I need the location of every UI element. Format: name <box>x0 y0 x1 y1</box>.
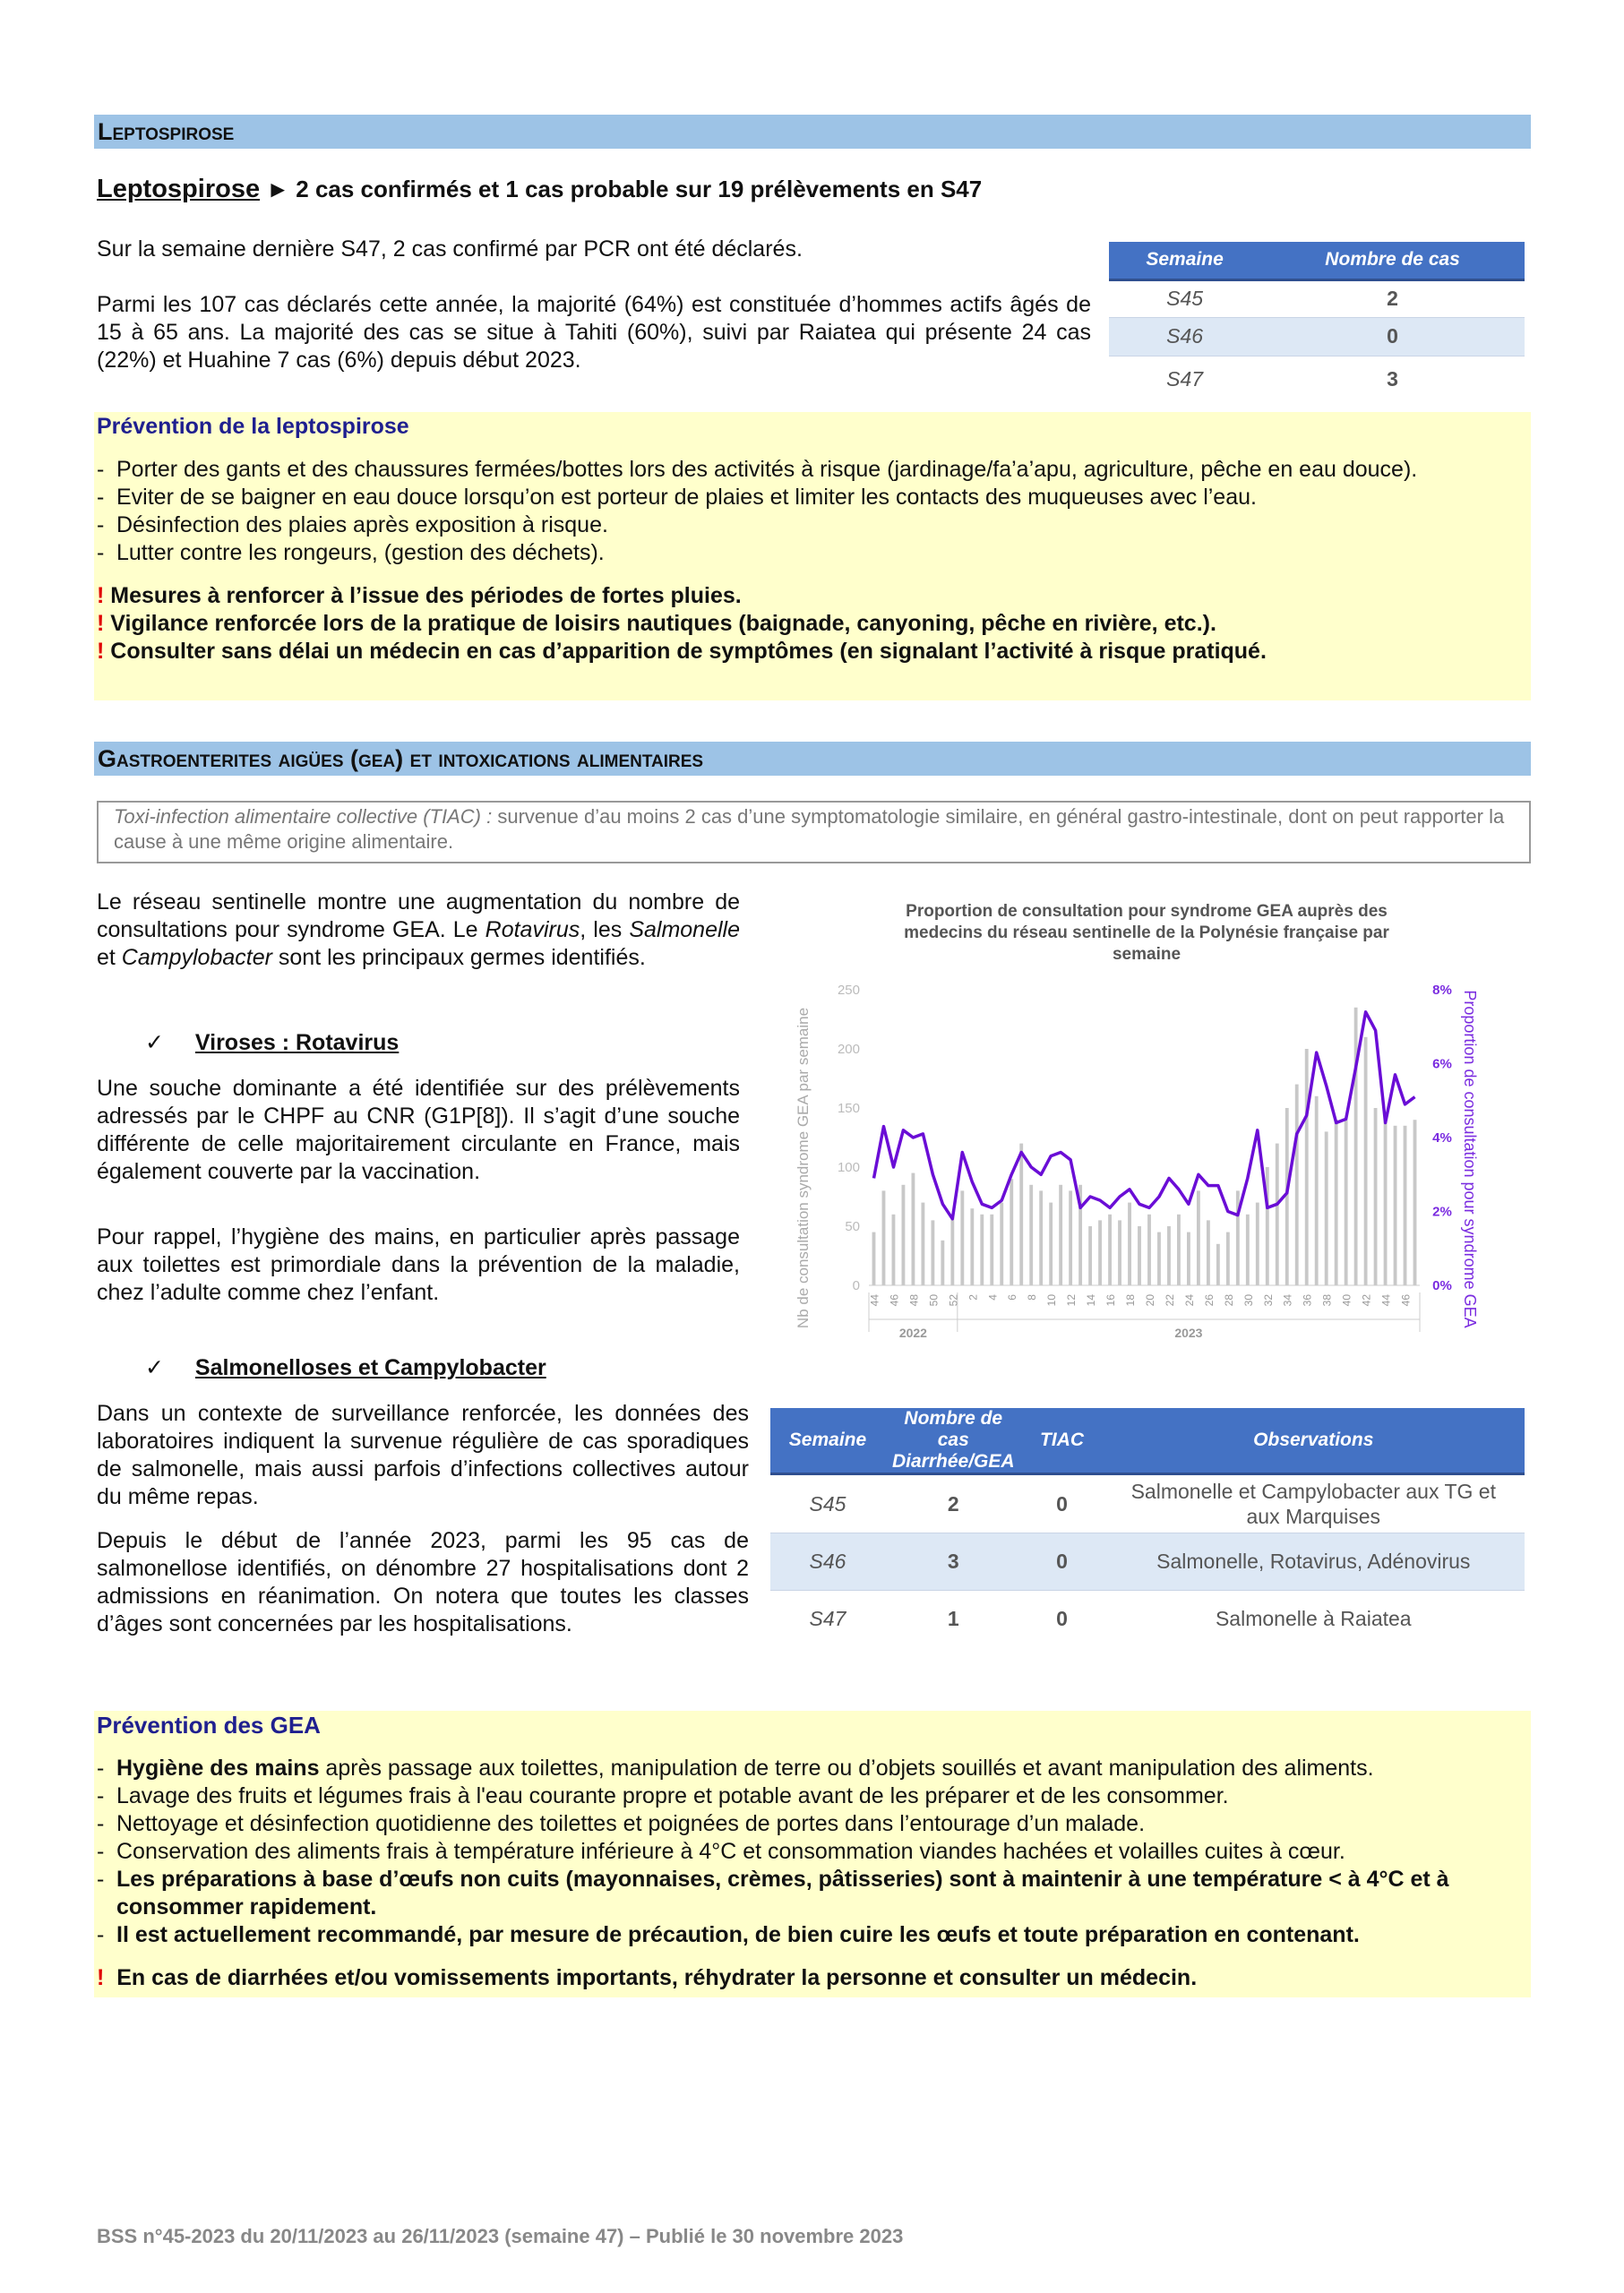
chart-bar <box>1246 1215 1250 1285</box>
chart-bar <box>1118 1220 1121 1285</box>
salmo-heading <box>145 1354 546 1382</box>
x-tick-label: 28 <box>1222 1294 1235 1307</box>
intro-text: et <box>97 945 122 970</box>
gea-table-header: TIAC <box>1022 1408 1103 1474</box>
y-tick-label: 150 <box>837 1101 860 1116</box>
chart-bar <box>1039 1190 1043 1285</box>
chart-bar <box>1325 1131 1328 1285</box>
intro-text: , les <box>580 917 630 942</box>
x-tick-label: 50 <box>927 1294 941 1307</box>
chart-title-line: medecins du réseau sentinelle de la Polynésie française par <box>904 923 1389 942</box>
gea-chart <box>779 891 1532 1339</box>
gea-table-header: Observations <box>1103 1408 1525 1474</box>
warning-line: ! Consulter sans délai un médecin en cas d’apparition de symptômes (en signalant l’activité à risque pratiqué. <box>97 639 1267 664</box>
chart-bar <box>1147 1215 1151 1285</box>
chart-bar <box>1276 1144 1279 1285</box>
y-tick-label: 200 <box>837 1042 860 1057</box>
table-cell: 0 <box>1260 317 1525 356</box>
lepto-subtitle-label: Leptospirose <box>97 175 261 203</box>
chart-bar <box>921 1203 924 1285</box>
x-tick-label: 10 <box>1045 1294 1059 1307</box>
chart-bar <box>892 1215 896 1285</box>
intro-text: Campylobacter <box>121 945 272 970</box>
chart-bar <box>1305 1049 1309 1285</box>
list-item: - Lutter contre les rongeurs, (gestion des déchets). <box>97 539 1521 567</box>
chart-bar <box>1404 1126 1407 1285</box>
chart-bar <box>1374 1108 1378 1285</box>
table-cell: S47 <box>1166 366 1204 391</box>
chart-bar <box>1000 1203 1003 1285</box>
x-tick-label: 46 <box>888 1294 901 1307</box>
salmo-p2: Depuis le début de l’année 2023, parmi les 95 cas de salmonellose identifiés, on dénombre 27 hospitalisations dont 2 admissions en réanimation. On notera que toutes les classes d’âges sont concernées par les hospitalisations. <box>97 1528 749 1636</box>
list-item: - Les préparations à base d’œufs non cuits (mayonnaises, crèmes, pâtisseries) sont à maintenir à une température < à 4°C et à consommer rapidement. <box>97 1866 1528 1921</box>
chart-bar <box>872 1232 876 1285</box>
tiac-definition-term: Toxi-infection alimentaire collective (TIAC) : <box>114 805 493 828</box>
chart-bar <box>931 1220 934 1285</box>
table-row <box>1109 279 1525 317</box>
chart-bar <box>950 1215 954 1285</box>
page-footer: BSS n°45-2023 du 20/11/2023 au 26/11/2023 (semaine 47) – Publié le 30 novembre 2023 <box>97 2225 904 2247</box>
table-cell: Salmonelle, Rotavirus, Adénovirus <box>1103 1533 1525 1591</box>
warning-line: ! Mesures à renforcer à l’issue des périodes de fortes pluies. <box>97 583 742 608</box>
chart-bar <box>1335 1120 1338 1285</box>
chart-bar <box>1128 1203 1131 1285</box>
lepto-table-header: Semaine <box>1109 242 1260 279</box>
chart-bar <box>1019 1144 1023 1285</box>
chart-bar <box>960 1190 964 1285</box>
chart-title-line: semaine <box>1112 945 1181 964</box>
year-label: 2022 <box>898 1326 927 1339</box>
lepto-table <box>1109 242 1525 402</box>
x-tick-label: 8 <box>1026 1294 1039 1301</box>
chart-bar <box>1315 1096 1319 1285</box>
table-row <box>770 1591 1525 1648</box>
warning-line: ! En cas de diarrhées et/ou vomissements importants, réhydrater la personne et consulter un médecin. <box>97 1965 1198 1990</box>
chart-bar <box>1384 1120 1388 1285</box>
x-tick-label: 22 <box>1164 1294 1176 1307</box>
table-row <box>1109 317 1525 356</box>
warning-text: Mesures à renforcer à l’issue des périodes de fortes pluies. <box>110 583 742 608</box>
chart-bar <box>970 1208 974 1285</box>
x-tick-label: 12 <box>1065 1294 1078 1307</box>
chart-bar <box>1088 1226 1092 1285</box>
lepto-table-header: Nombre de cas <box>1260 242 1525 279</box>
gea-table <box>770 1408 1525 1648</box>
y-tick-label: 0 <box>852 1278 860 1293</box>
x-tick-label: 14 <box>1085 1294 1098 1307</box>
x-tick-label: 2 <box>967 1294 980 1301</box>
table-cell: Salmonelle et Campylobacter aux TG et aux Marquises <box>1130 1480 1496 1528</box>
chart-bar <box>1207 1220 1210 1285</box>
table-cell: S47 <box>809 1607 846 1631</box>
chart-bar <box>1108 1215 1112 1285</box>
lepto-p1: Sur la semaine dernière S47, 2 cas confirmé par PCR ont été déclarés. <box>97 236 803 262</box>
x-tick-label: 20 <box>1144 1294 1156 1307</box>
x-tick-label: 38 <box>1320 1294 1334 1307</box>
table-cell: 0 <box>1056 1607 1068 1631</box>
x-tick-label: 6 <box>1006 1294 1019 1301</box>
x-tick-label: 46 <box>1399 1294 1413 1307</box>
table-row <box>1109 356 1525 402</box>
x-tick-label: 42 <box>1360 1294 1373 1307</box>
chart-bar <box>1266 1167 1269 1285</box>
chart-bar <box>1394 1126 1397 1285</box>
chart-bar <box>1364 1037 1368 1285</box>
chart-bar <box>1098 1220 1102 1285</box>
lepto-prevention-box <box>94 412 1531 700</box>
viroses-title: Viroses : Rotavirus <box>194 1030 400 1055</box>
list-item: - Nettoyage et désinfection quotidienne des toilettes et poignées de portes dans l’entourage d’un malade. <box>97 1810 1528 1838</box>
table-row <box>770 1474 1525 1533</box>
chart-line <box>874 1012 1415 1219</box>
x-tick-label: 44 <box>868 1294 881 1307</box>
chart-title-line: Proportion de consultation pour syndrome GEA auprès des <box>906 902 1388 921</box>
list-item: - Il est actuellement recommandé, par mesure de précaution, de bien cuire les œufs et toute préparation en contenant. <box>97 1921 1528 1949</box>
x-tick-label: 48 <box>907 1294 921 1307</box>
table-cell: 0 <box>1022 1533 1103 1591</box>
lepto-p2: Parmi les 107 cas déclarés cette année, la majorité (64%) est constituée d’hommes actifs âgés de 15 à 65 ans. La majorité des cas se situe à Tahiti (60%), suivi par Raiatea qui présente 24 cas (22%) et Huahine 7 cas (6%) depuis début 2023. <box>97 292 1091 373</box>
chart-bar <box>1157 1232 1161 1285</box>
chart-bar <box>1177 1215 1181 1285</box>
chart-bar <box>1187 1232 1190 1285</box>
warning-line: ! Vigilance renforcée lors de la pratique de loisirs nautiques (baignade, canyoning, pêche en rivière, etc.). <box>97 611 1216 636</box>
chart-bar <box>911 1173 915 1285</box>
chart-bar <box>980 1215 984 1285</box>
chart-bar <box>1138 1226 1141 1285</box>
gea-prevention-title: Prévention des GEA <box>97 1712 321 1739</box>
chart-bar <box>1226 1232 1230 1285</box>
viroses-p2: Pour rappel, l’hygiène des mains, en particulier après passage aux toilettes est primordiale dans la prévention de la maladie, chez l’adulte comme chez l’enfant. <box>97 1224 740 1305</box>
chart-bar <box>1029 1185 1033 1285</box>
gea-intro <box>97 889 740 972</box>
table-cell: 2 <box>1387 287 1398 310</box>
viroses-heading <box>145 1029 399 1057</box>
intro-text: Salmonelle <box>629 917 740 942</box>
chart-bar <box>1049 1203 1053 1285</box>
x-tick-label: 36 <box>1301 1294 1314 1307</box>
lepto-prevention-title: Prévention de la leptospirose <box>97 414 409 439</box>
table-cell: S45 <box>1166 287 1204 310</box>
x-tick-label: 18 <box>1124 1294 1137 1307</box>
chart-bar <box>902 1185 906 1285</box>
chart-bar <box>1010 1179 1013 1285</box>
table-cell: 3 <box>1387 366 1398 391</box>
list-item: - Eviter de se baigner en eau douce lorsqu’on est porteur de plaies et limiter les contacts des muqueuses avec l’eau. <box>97 484 1521 511</box>
x-tick-label: 30 <box>1242 1294 1255 1307</box>
table-cell: 2 <box>947 1491 959 1516</box>
chart-bar <box>990 1215 993 1285</box>
list-item: - Désinfection des plaies après exposition à risque. <box>97 511 1521 539</box>
salmo-p1: Dans un contexte de surveillance renforcée, les données des laboratoires indiquent la survenue régulière de cas sporadiques de salmonelle, mais aussi parfois d’infections collectives autour du même repas. <box>97 1401 749 1509</box>
year-label: 2023 <box>1174 1326 1203 1339</box>
gea-prevention-box <box>94 1711 1531 1997</box>
y2-tick-label: 2% <box>1432 1204 1452 1220</box>
table-cell: 0 <box>1056 1491 1068 1516</box>
x-tick-label: 44 <box>1379 1294 1393 1307</box>
salmo-title: Salmonelloses et Campylobacter <box>194 1355 546 1380</box>
table-row <box>770 1533 1525 1591</box>
table-cell: S46 <box>770 1533 885 1591</box>
chart-bar <box>1413 1120 1417 1285</box>
section-title-gea: Gastroenterites aigües (gea) et intoxications alimentaires <box>94 742 1531 776</box>
gea-table-header: Semaine <box>770 1408 885 1474</box>
y2-tick-label: 0% <box>1432 1278 1452 1293</box>
section-title-leptospirose: Leptospirose <box>94 115 1531 149</box>
chart-bar <box>1059 1185 1062 1285</box>
chart-bar <box>1345 1120 1348 1285</box>
x-tick-label: 4 <box>986 1294 1000 1301</box>
y-tick-label: 50 <box>845 1219 860 1234</box>
x-tick-label: 40 <box>1340 1294 1353 1307</box>
chart-bar <box>941 1241 944 1285</box>
tiac-definition-text: survenue d’au moins 2 cas d’une symptomatologie similaire, en général gastro-intestinale, dont on peut rapporter la cause à une même origine alimentaire. <box>114 805 1505 853</box>
y-tick-label: 250 <box>837 983 860 998</box>
intro-text: Rotavirus <box>485 917 580 942</box>
chart-bar <box>1216 1244 1220 1285</box>
chart-bar <box>1256 1203 1259 1285</box>
chart-bar <box>1167 1226 1171 1285</box>
x-tick-label: 16 <box>1104 1294 1118 1307</box>
table-cell: Salmonelle à Raiatea <box>1215 1607 1412 1631</box>
chart-bar <box>1295 1085 1299 1285</box>
intro-text: sont les principaux germes identifiés. <box>271 945 646 970</box>
list-item: - Conservation des aliments frais à température inférieure à 4°C et consommation viandes hachées et volailles cuites à cœur. <box>97 1838 1528 1866</box>
y-tick-label: 100 <box>837 1160 860 1175</box>
x-tick-label: 26 <box>1202 1294 1216 1307</box>
list-item: - Hygiène des mains après passage aux toilettes, manipulation de terre ou d’objets souillés et avant manipulation des aliments. <box>97 1755 1528 1782</box>
x-tick-label: 52 <box>947 1294 960 1307</box>
viroses-p1: Une souche dominante a été identifiée sur des prélèvements adressés par le CHPF au CNR (G1P[8]). Il s’agit d’une souche différente de celle majoritairement circulante en France, mais également couverte par la vaccination. <box>97 1076 740 1184</box>
table-cell: S45 <box>809 1491 846 1516</box>
x-tick-label: 32 <box>1261 1294 1275 1307</box>
gea-table-header: Nombre de cas Diarrhée/GEA <box>885 1408 1022 1474</box>
lepto-subtitle-rest: ► 2 cas confirmés et 1 cas probable sur 19 prélèvements en S47 <box>260 176 983 202</box>
y2-tick-label: 8% <box>1432 983 1452 998</box>
chart-bar <box>1069 1190 1072 1285</box>
tiac-definition-box <box>97 801 1531 863</box>
list-item: - Lavage des fruits et légumes frais à l'eau courante propre et potable avant de les préparer et de les consommer. <box>97 1782 1528 1810</box>
table-cell: 1 <box>947 1607 959 1631</box>
x-tick-label: 24 <box>1182 1294 1196 1307</box>
table-cell: S46 <box>1109 317 1260 356</box>
chart-bar <box>1197 1190 1200 1285</box>
warning-text: En cas de diarrhées et/ou vomissements importants, réhydrater la personne et consulter un médecin. <box>116 1965 1198 1990</box>
warning-text: Vigilance renforcée lors de la pratique de loisirs nautiques (baignade, canyoning, pêche en rivière, etc.). <box>110 611 1216 636</box>
y-axis-title: Nb de consultation syndrome GEA par semaine <box>795 1007 812 1329</box>
table-cell: 3 <box>885 1533 1022 1591</box>
lepto-subtitle <box>97 176 982 203</box>
y2-axis-title: Proportion de consultation pour syndrome GEA <box>1461 990 1479 1328</box>
y2-tick-label: 4% <box>1432 1130 1452 1146</box>
chart-bar <box>1354 1008 1358 1285</box>
intro-text: Le réseau sentinelle montre une augmentation du nombre de consultations pour syndrome GEA. Le <box>97 889 740 942</box>
list-item: - Porter des gants et des chaussures fermées/bottes lors des activités à risque (jardinage/fa’a’apu, agriculture, pêche en eau douce). <box>97 456 1521 484</box>
y2-tick-label: 6% <box>1432 1056 1452 1072</box>
x-tick-label: 34 <box>1281 1294 1294 1307</box>
warning-text: Consulter sans délai un médecin en cas d’apparition de symptômes (en signalant l’activité à risque pratiqué. <box>110 639 1267 664</box>
chart-bar <box>882 1190 886 1285</box>
